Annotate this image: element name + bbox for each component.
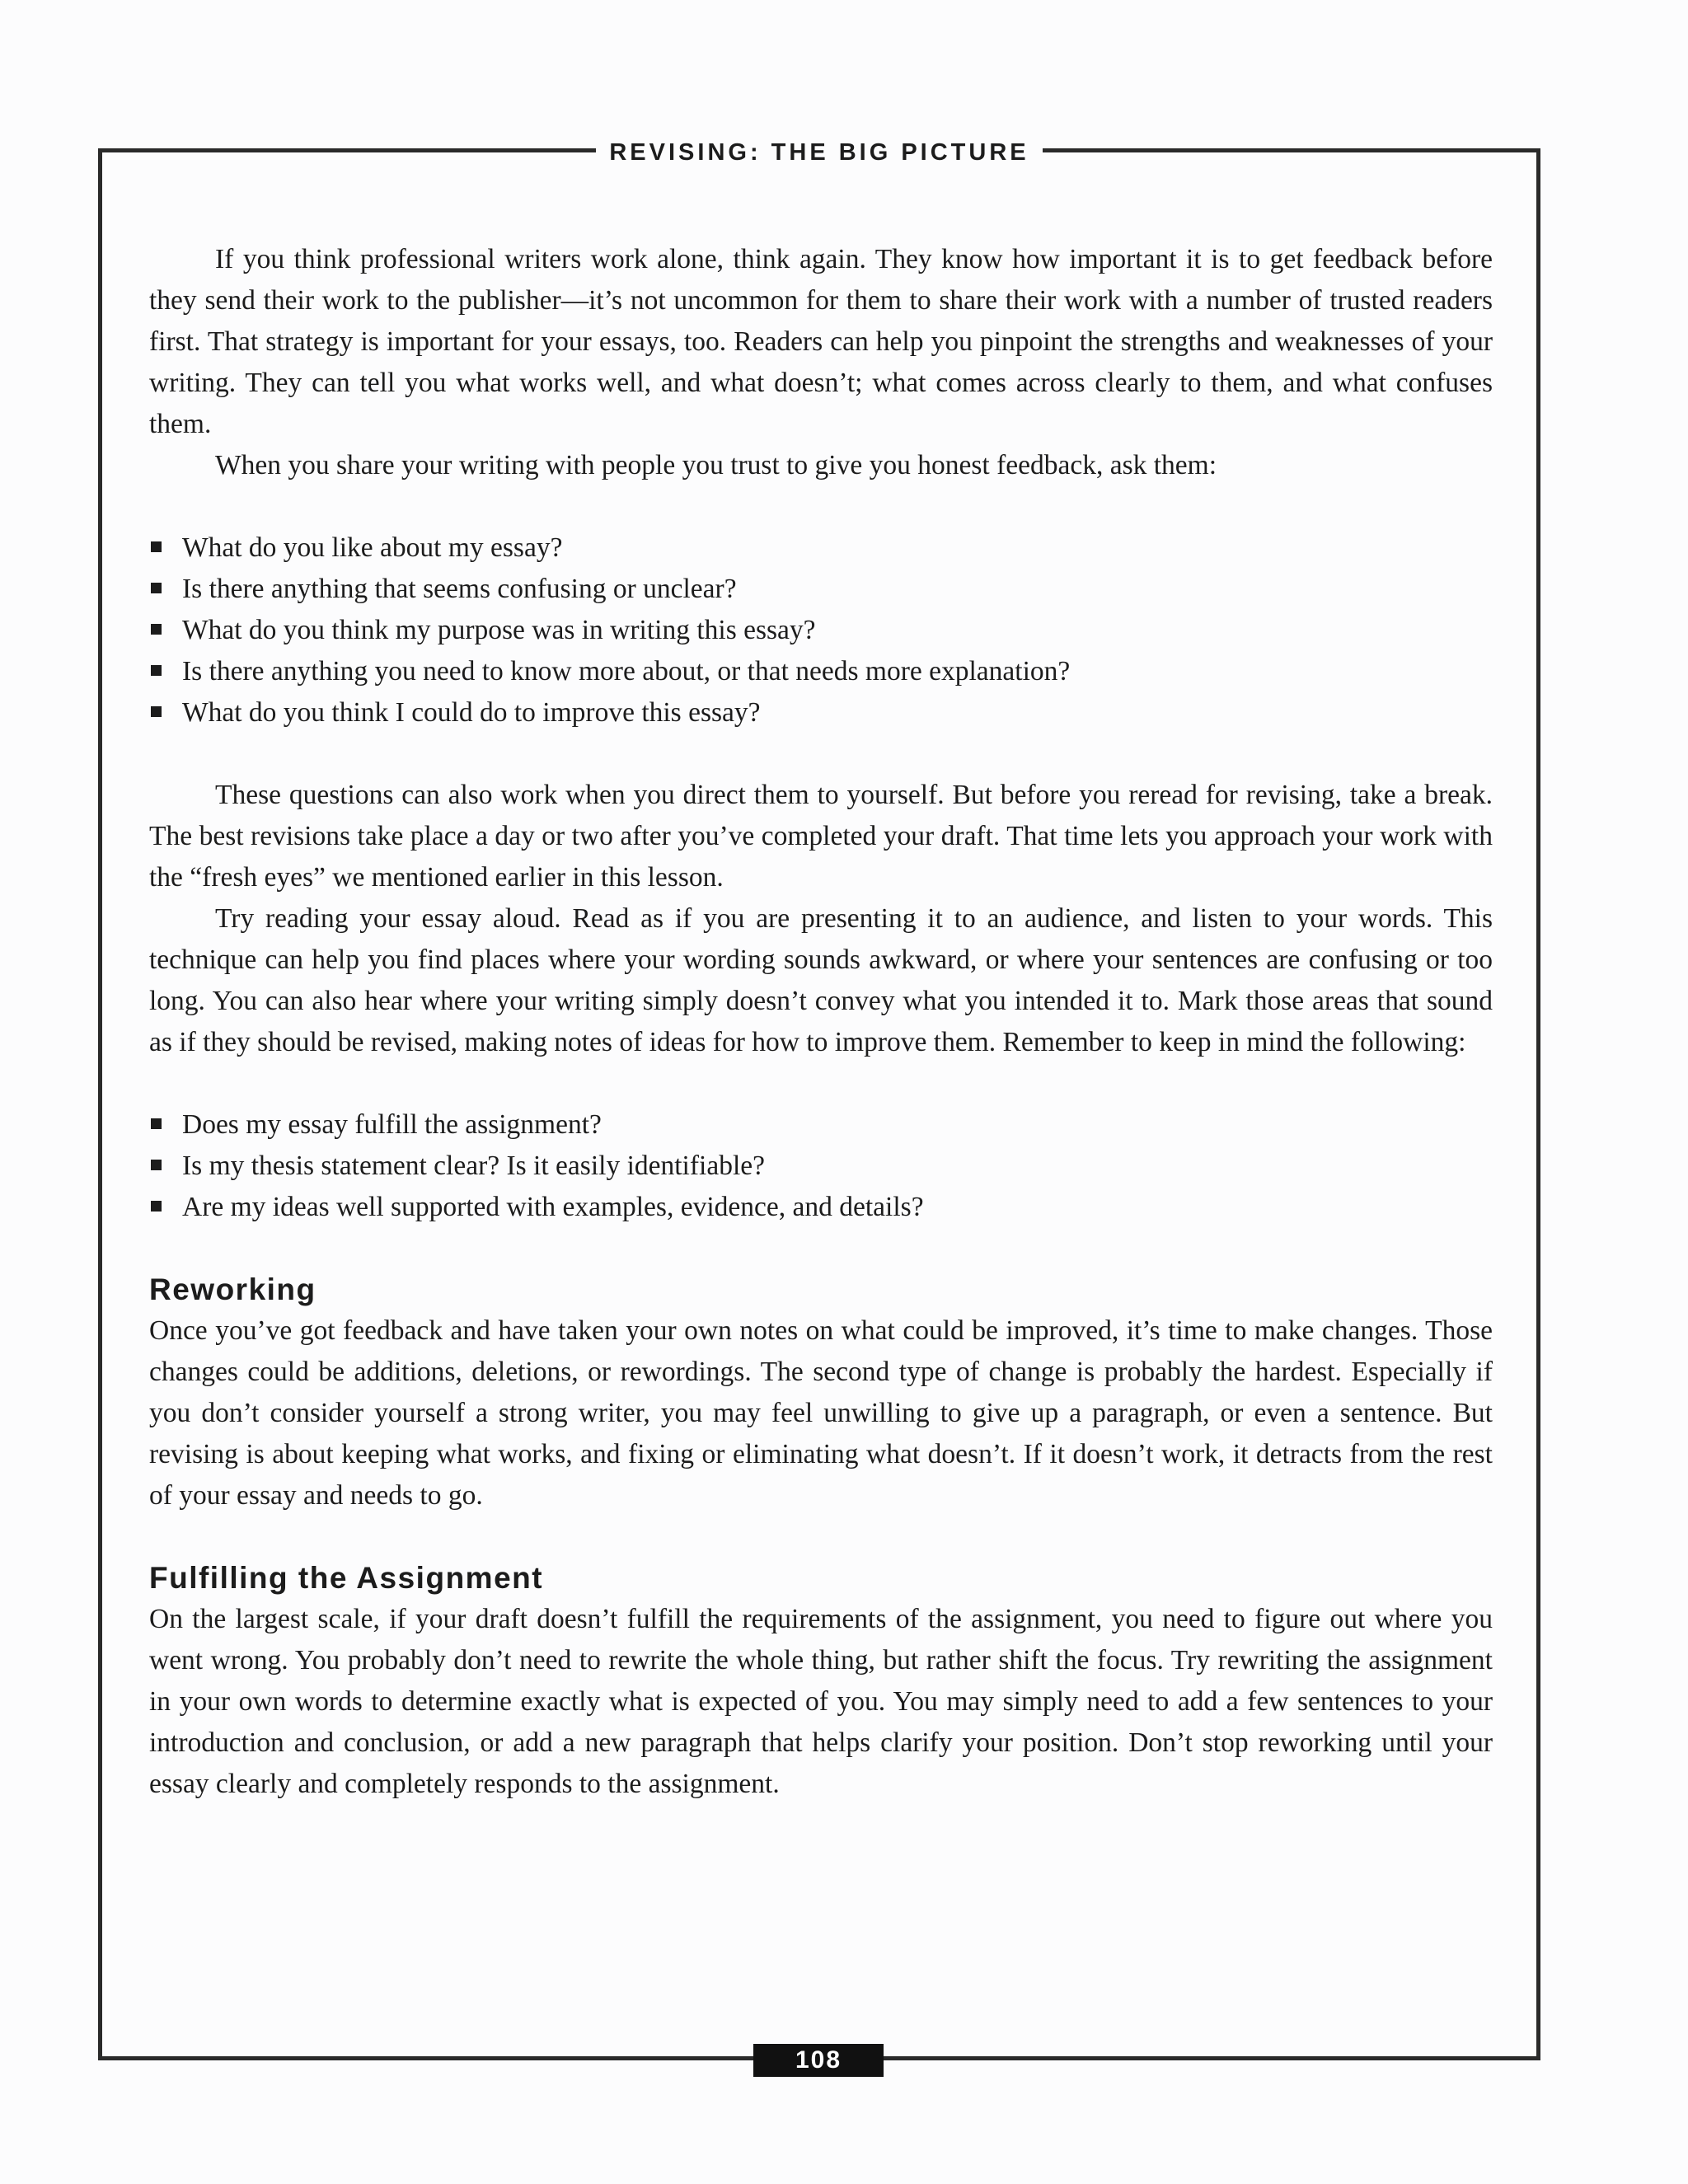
square-bullet-icon [151,624,162,635]
list-item [149,527,1493,569]
list-item-text: What do you think my purpose was in writing this essay? [182,615,816,645]
feedback-questions-list [149,527,1493,733]
square-bullet-icon [151,665,162,676]
self-review-paragraph-2: Try reading your essay aloud. Read as if you are presenting it to an audience, and listen to your words. This technique can help you find places where your wording sounds awkward, or where your sentences are confusing or too long. You can also hear where your writing simply doesn’t convey what you intended it to. Mark those areas that sound as if they should be revised, making notes of ideas for how to improve them. Remember to keep in mind the following: [149,903,1493,1057]
checklist [149,1104,1493,1228]
list-item-text: Are my ideas well supported with examples, evidence, and details? [182,1192,924,1222]
list-item-text: Is there anything you need to know more about, or that needs more explanation? [182,656,1071,687]
reworking-heading: Reworking [149,1272,316,1306]
fulfilling-paragraph: On the largest scale, if your draft doesn’t fulfill the requirements of the assignment, you need to figure out where you went wrong. You probably don’t need to rewrite the whole thing, but rather shift the focus. Try rewriting the assignment in your own words to determine exactly what is expected of you. You may simply need to add a few sentences to your introduction and conclusion, or add a new paragraph that helps clarify your position. Don’t stop reworking until your essay clearly and completely responds to the assignment. [149,1604,1493,1799]
square-bullet-icon [151,1160,162,1170]
list-item [149,651,1493,692]
square-bullet-icon [151,1118,162,1129]
list-item [149,610,1493,651]
list-item [149,1187,1493,1228]
list-item [149,569,1493,610]
list-item-text: What do you think I could do to improve this essay? [182,697,761,728]
square-bullet-icon [151,541,162,552]
square-bullet-icon [151,583,162,593]
running-head [0,136,1639,169]
square-bullet-icon [151,1201,162,1212]
page-content [149,239,1493,1805]
list-item [149,692,1493,733]
fulfilling-heading: Fulfilling the Assignment [149,1561,544,1595]
reworking-paragraph: Once you’ve got feedback and have taken your own notes on what could be improved, it’s time to make changes. Those changes could be additions, deletions, or rewordings. The second type of change is probably the hardest. Especially if you don’t consider yourself a strong writer, you may feel unwilling to give up a paragraph, or even a sentence. But revising is about keeping what works, and fixing or eliminating what doesn’t. If it doesn’t work, it detracts from the rest of your essay and needs to go. [149,1315,1493,1511]
intro-paragraph-1: If you think professional writers work alone, think again. They know how important it is to get feedback before they send their work to the publisher—it’s not uncommon for them to share their work with a number of trusted readers first. That strategy is important for your essays, too. Readers can help you pinpoint the strengths and weaknesses of your writing. They can tell you what works well, and what doesn’t; what comes across clearly to them, and what confuses them. [149,244,1493,439]
self-review-paragraph-1: These questions can also work when you direct them to yourself. But before you reread for revising, take a break. The best revisions take place a day or two after you’ve completed your draft. That time lets you approach your work with the “fresh eyes” we mentioned earlier in this lesson. [149,780,1493,893]
list-item-text: Is my thesis statement clear? Is it easily identifiable? [182,1151,765,1181]
list-item-text: What do you like about my essay? [182,532,563,563]
page-number: 108 [753,2044,884,2077]
list-item [149,1104,1493,1146]
intro-paragraph-2: When you share your writing with people you trust to give you honest feedback, ask them: [215,450,1217,480]
list-item-text: Does my essay fulfill the assignment? [182,1109,602,1140]
square-bullet-icon [151,706,162,717]
list-item-text: Is there anything that seems confusing or unclear? [182,574,737,604]
running-title: REVISING: THE BIG PICTURE [596,136,1042,169]
list-item [149,1146,1493,1187]
